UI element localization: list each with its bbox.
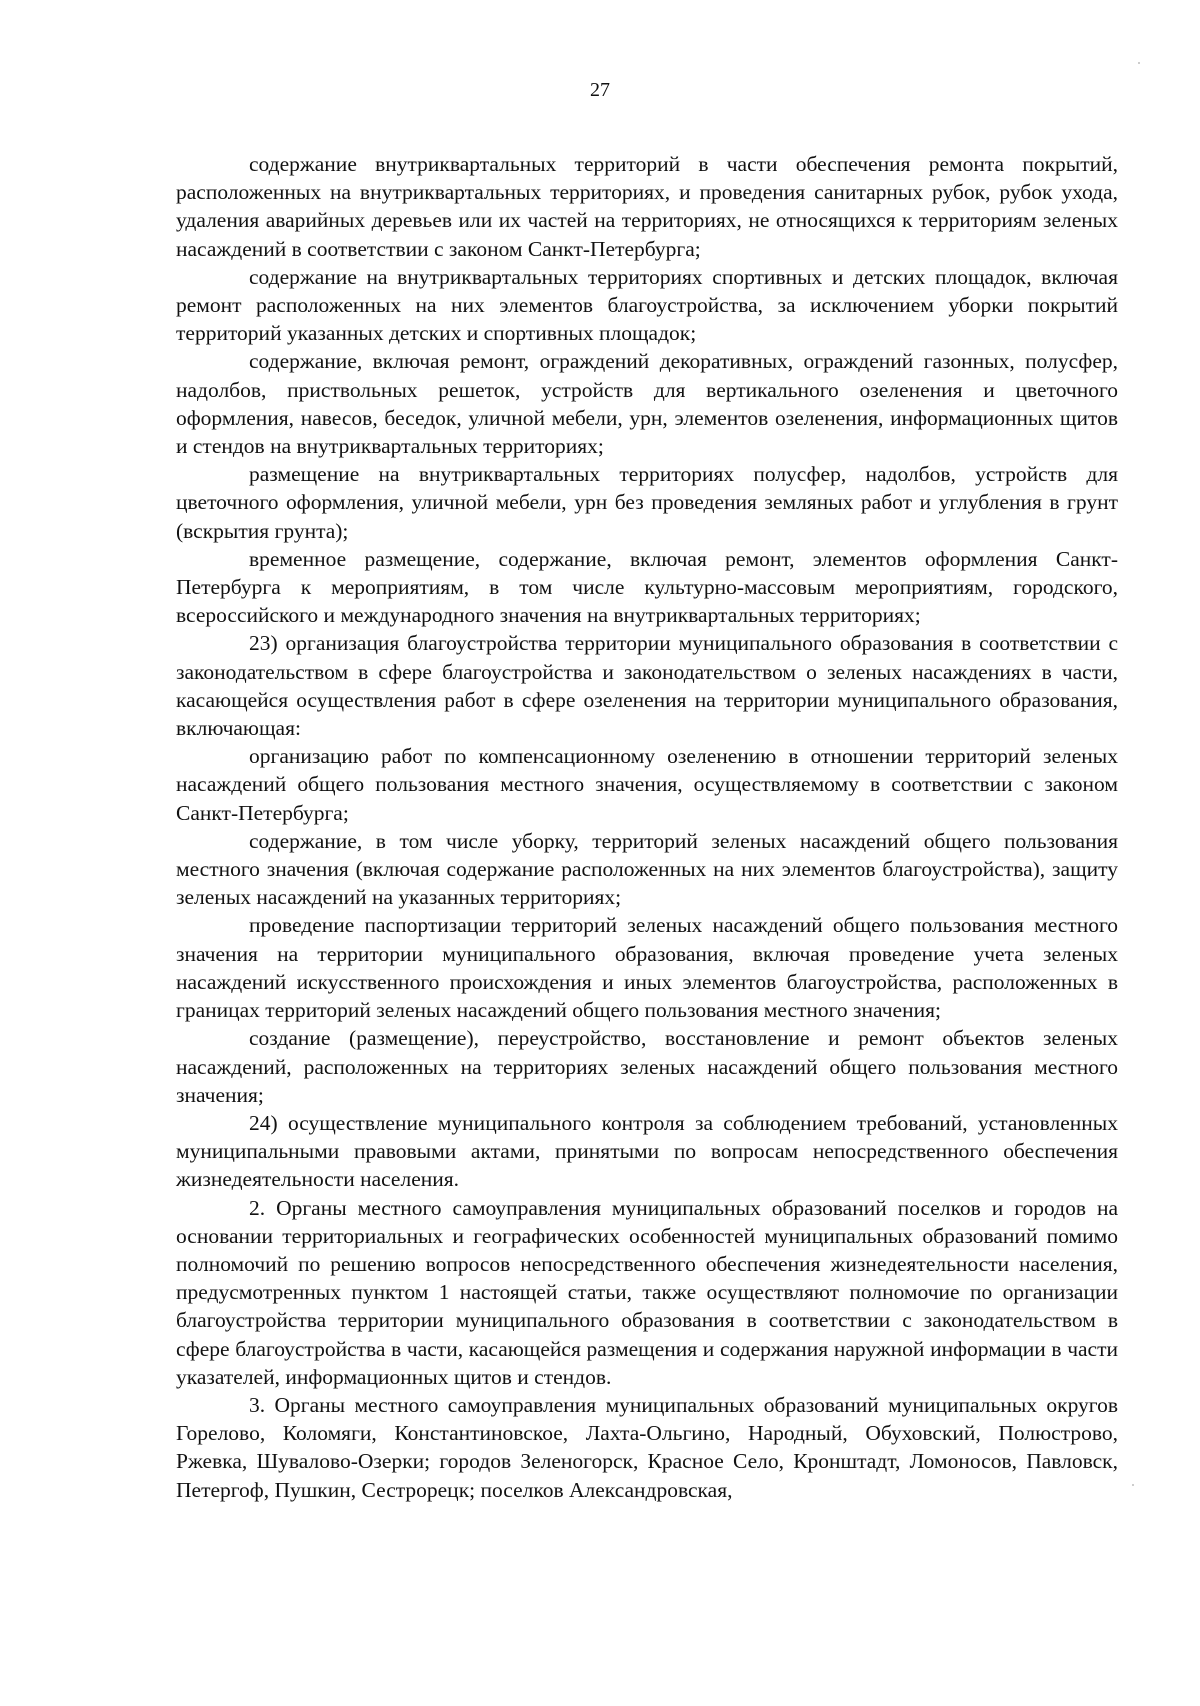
paragraph: размещение на внутриквартальных территориях полусфер, надолбов, устройств для цветочного оформления, уличной мебели, урн без проведения земляных работ и углубления в грунт (вскрытия грунта); (176, 462, 1118, 543)
body-text (176, 150, 1118, 1504)
paragraph: содержание внутриквартальных территорий в части обеспечения ремонта покрытий, расположенных на внутриквартальных территориях, и проведения санитарных рубок, рубок ухода, удаления аварийных деревьев или их частей на территориях, не относящихся к территориям зеленых насаждений в соответствии с законом Санкт-Петербурга; (176, 152, 1118, 261)
paragraph: содержание на внутриквартальных территориях спортивных и детских площадок, включая ремонт расположенных на них элементов благоустройства, за исключением уборки покрытий территорий указанных детских и спортивных площадок; (176, 264, 1118, 346)
paragraph-item-23: 23) организация благоустройства территории муниципального образования в соответствии с законодательством в сфере благоустройства и законодательством о зеленых насаждениях в части, касающейся осуществления работ в сфере озеленения на территории муниципального образования, включающая: (176, 631, 1118, 741)
paragraph-clause-3: 3. Органы местного самоуправления муниципальных образований муниципальных округов Горелово, Коломяги, Константиновское, Лахта-Ольгино, Народный, Обуховский, Полюстрово, Ржевка, Шувалово-Озерки; городов Зеленогорск, Красное Село, Кронштадт, Ломоносов, Павловск, Петергоф, Пушкин, Сестрорецк; поселков Александровская, (176, 1392, 1118, 1502)
paragraph: содержание, включая ремонт, ограждений декоративных, ограждений газонных, полусфер, надолбов, приствольных решеток, устройств для вертикального озеленения и цветочного оформления, навесов, беседок, уличной мебели, урн, элементов озеленения, информационных щитов и стендов на внутриквартальных территориях; (176, 349, 1118, 459)
scan-speck (1132, 1484, 1134, 1486)
paragraph-item-24: 24) осуществление муниципального контроля за соблюдением требований, установленных муниципальными правовыми актами, принятыми по вопросам непосредственного обеспечения жизнедеятельности населения. (176, 1110, 1118, 1192)
paragraph: временное размещение, содержание, включая ремонт, элементов оформления Санкт-Петербурга к мероприятиям, в том числе культурно-массовым мероприятиям, городского, всероссийского и международного значения на внутриквартальных территориях; (176, 546, 1118, 628)
paragraph: организацию работ по компенсационному озеленению в отношении территорий зеленых насаждений общего пользования местного значения, осуществляемому в соответствии с законом Санкт-Петербурга; (176, 744, 1118, 825)
scan-speck (1138, 62, 1140, 64)
paragraph: содержание, в том числе уборку, территорий зеленых насаждений общего пользования местного значения (включая содержание расположенных на них элементов благоустройства), защиту зеленых насаждений на указанных территориях; (176, 828, 1118, 910)
page-number: 27 (590, 79, 610, 101)
paragraph: создание (размещение), переустройство, восстановление и ремонт объектов зеленых насаждений, расположенных на территориях зеленых насаждений общего пользования местного значения; (176, 1026, 1118, 1107)
paragraph-clause-2: 2. Органы местного самоуправления муниципальных образований поселков и городов на основании территориальных и географических особенностей муниципальных образований помимо полномочий по решению вопросов непосредственного обеспечения жизнедеятельности населения, предусмотренных пунктом 1 настоящей статьи, также осуществляют полномочие по организации благоустройства территории муниципального образования в соответствии с законодательством в сфере благоустройства в части, касающейся размещения и содержания наружной информации в части указателей, информационных щитов и стендов. (176, 1195, 1118, 1389)
paragraph: проведение паспортизации территорий зеленых насаждений общего пользования местного значения на территории муниципального образования, включая проведение учета зеленых насаждений искусственного происхождения и иных элементов благоустройства, расположенных в границах территорий зеленых насаждений общего пользования местного значения; (176, 913, 1118, 1023)
